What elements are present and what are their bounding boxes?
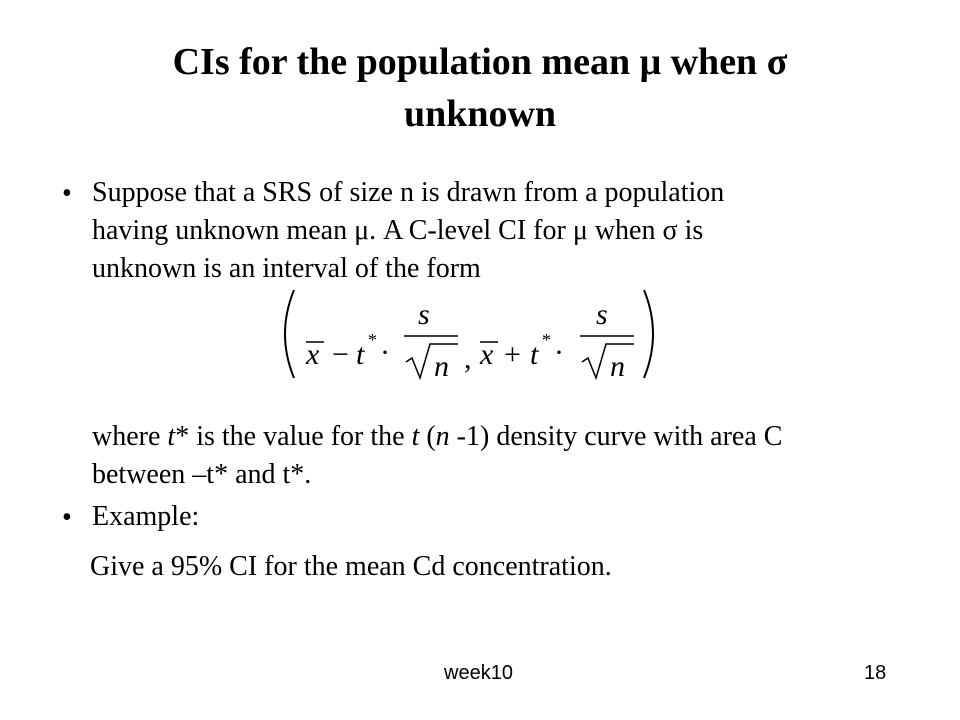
n-2: n	[610, 350, 625, 383]
s-1: s	[418, 298, 430, 331]
sqrt-sign-2	[582, 344, 634, 378]
star-1: *	[368, 330, 377, 350]
plus-sign: +	[504, 338, 521, 371]
bullet-2-text: Example:	[92, 501, 200, 532]
where-text	[92, 418, 892, 494]
comma: ,	[464, 342, 472, 375]
left-paren	[285, 290, 294, 378]
dot-1: ·	[380, 336, 390, 369]
star-2: *	[542, 330, 551, 350]
page-number: 18	[864, 662, 887, 684]
xbar-1: x	[306, 338, 320, 371]
where-line-1	[92, 418, 892, 456]
right-paren	[644, 290, 653, 378]
n-1: n	[434, 350, 449, 383]
title-line-1: CIs for the population mean μ when σ	[172, 41, 788, 83]
example-text: Give a 95% CI for the mean Cd concentration.	[90, 551, 612, 582]
where-p3: (	[419, 421, 436, 452]
slide-title	[80, 36, 880, 140]
t-2: t	[530, 338, 539, 371]
bullet-1-line-2: having unknown mean μ. A C-level CI for μ when σ is	[92, 215, 704, 246]
xbar-2: x	[480, 338, 494, 371]
where-t2: t	[411, 421, 420, 452]
sqrt-sign-1	[406, 344, 458, 378]
t-1: t	[356, 338, 365, 371]
footer-left: week10	[444, 662, 513, 684]
where-p1: where	[92, 421, 168, 452]
bullet-marker-2: •	[62, 502, 72, 533]
bullet-1-line-3: unknown is an interval of the form	[92, 253, 481, 284]
where-t1: t	[167, 421, 176, 452]
minus-sign: −	[332, 338, 349, 371]
title-line-2: unknown	[403, 93, 557, 135]
where-n: n	[435, 421, 450, 452]
bullet-1-line-1: Suppose that a SRS of size n is drawn from a population	[92, 177, 725, 208]
ci-formula	[280, 284, 660, 384]
s-2: s	[596, 298, 608, 331]
where-p2: * is the value for the	[175, 421, 412, 452]
bullet-marker-1: •	[62, 178, 72, 209]
where-p4: -1) density curve with area C	[449, 421, 783, 452]
bullet-1-text	[92, 174, 892, 288]
dot-2: ·	[554, 336, 564, 369]
where-line-2: between –t* and t*.	[92, 459, 312, 490]
